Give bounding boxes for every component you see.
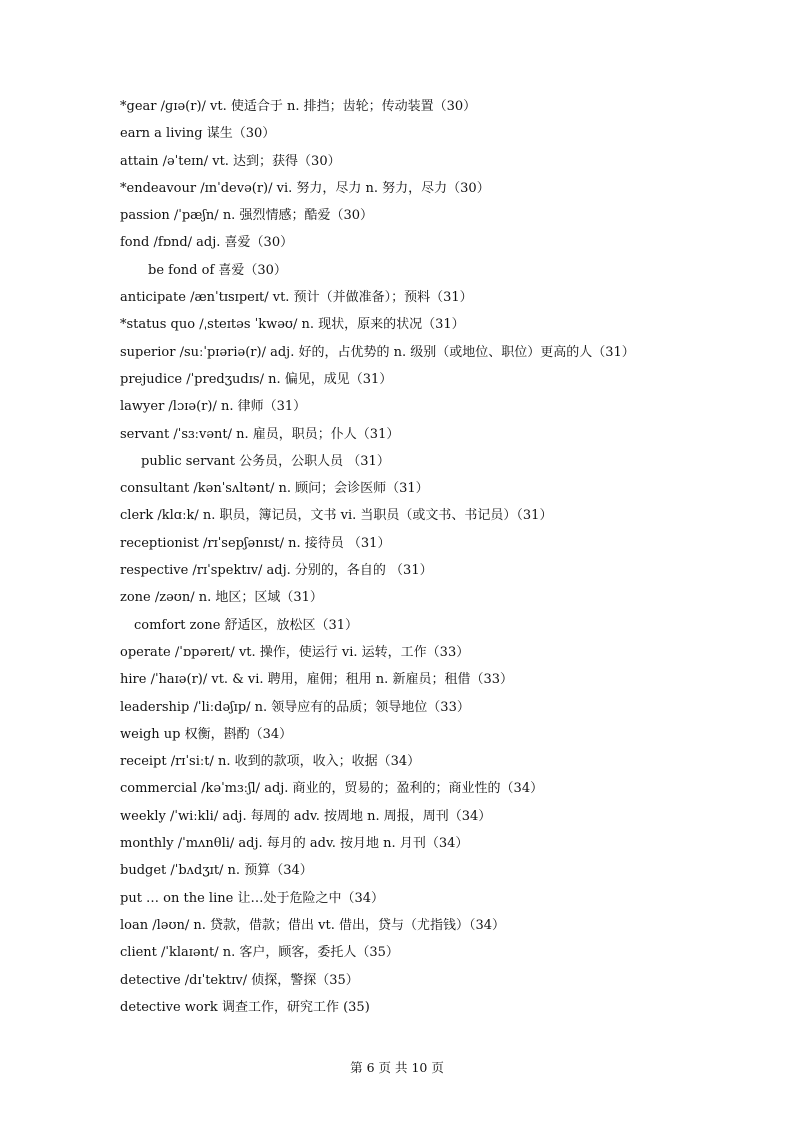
vocab-entry: operate /ˈɒpəreɪt/ vt. 操作，使运行 vi. 运转，工作（33） xyxy=(120,644,470,660)
vocab-entry: budget /ˈbʌdʒɪt/ n. 预算（34） xyxy=(120,863,313,879)
vocab-entry: *gear /ɡɪə(r)/ vt. 使适合于 n. 排挡；齿轮；传动装置（30） xyxy=(120,99,477,114)
vocab-phrase-entry: public servant 公务员，公职人员 （31） xyxy=(141,453,390,469)
vocab-entry: receipt /rɪˈsiːt/ n. 收到的款项，收入；收据（34） xyxy=(120,754,421,770)
vocab-entry: monthly /ˈmʌnθli/ adj. 每月的 adv. 按月地 n. 月刊（34） xyxy=(120,836,469,852)
page-number: 第 6 页 共 10 页 xyxy=(350,1060,444,1075)
vocab-entry: respective /rɪˈspektɪv/ adj. 分别的，各自的 （31） xyxy=(120,563,433,579)
vocabulary-list xyxy=(120,93,760,1021)
vocab-entry: anticipate /ænˈtɪsɪpeɪt/ vt. 预计（并做准备）；预料（31） xyxy=(120,290,473,306)
vocab-entry: weigh up 权衡，斟酌（34） xyxy=(120,726,293,742)
vocab-entry: loan /ləʊn/ n. 贷款，借款；借出 vt. 借出，贷与（尤指钱）（34） xyxy=(120,917,506,933)
vocab-entry: consultant /kənˈsʌltənt/ n. 顾问；会诊医师（31） xyxy=(120,481,429,497)
vocab-entry: attain /əˈteɪn/ vt. 达到；获得（30） xyxy=(120,153,341,169)
vocab-phrase-entry: comfort zone 舒适区，放松区（31） xyxy=(134,617,359,633)
vocab-entry: fond /fɒnd/ adj. 喜爱（30） xyxy=(120,235,294,251)
vocab-entry: *status quo /ˌsteɪtəs ˈkwəʊ/ n. 现状，原来的状况（31） xyxy=(120,317,465,333)
vocab-entry: commercial /kəˈmɜːʃl/ adj. 商业的，贸易的；盈利的；商业性的（34） xyxy=(120,781,544,797)
vocab-entry: passion /ˈpæʃn/ n. 强烈情感；酷爱（30） xyxy=(120,208,373,224)
vocab-entry: earn a living 谋生（30） xyxy=(120,126,276,142)
vocab-entry: hire /ˈhaɪə(r)/ vt. & vi. 聘用，雇佣；租用 n. 新雇员；租借（33） xyxy=(120,672,513,688)
vocab-phrase-entry: be fond of 喜爱（30） xyxy=(148,262,287,278)
vocab-entry: detective /dɪˈtektɪv/ 侦探，警探（35） xyxy=(120,972,359,988)
vocab-entry: prejudice /ˈpredʒudɪs/ n. 偏见，成见（31） xyxy=(120,371,393,387)
vocab-entry: servant /ˈsɜːvənt/ n. 雇员，职员；仆人（31） xyxy=(120,426,400,442)
vocab-entry: detective work 调查工作，研究工作 (35) xyxy=(120,999,370,1015)
vocab-entry: leadership /ˈliːdəʃɪp/ n. 领导应有的品质；领导地位（33） xyxy=(120,699,470,715)
vocab-entry: *endeavour /ɪnˈdevə(r)/ vi. 努力，尽力 n. 努力，尽力（30） xyxy=(120,180,490,196)
page-footer xyxy=(0,1060,794,1076)
vocab-entry: superior /suːˈpɪəriə(r)/ adj. 好的，占优势的 n. 级别（或地位、职位）更高的人（31） xyxy=(120,344,635,360)
vocab-entry: client /ˈklaɪənt/ n. 客户，顾客，委托人（35） xyxy=(120,945,399,961)
vocab-entry: zone /zəʊn/ n. 地区；区域（31） xyxy=(120,590,323,606)
vocab-entry: weekly /ˈwiːkli/ adj. 每周的 adv. 按周地 n. 周报，周刊（34） xyxy=(120,808,492,824)
vocab-entry: receptionist /rɪˈsepʃənɪst/ n. 接待员 （31） xyxy=(120,535,391,551)
vocab-entry: put … on the line 让…处于危险之中（34） xyxy=(120,890,384,906)
vocab-entry: clerk /klɑːk/ n. 职员，簿记员，文书 vi. 当职员（或文书、书记员）（31） xyxy=(120,508,553,524)
vocab-entry: lawyer /lɔɪə(r)/ n. 律师（31） xyxy=(120,399,307,415)
